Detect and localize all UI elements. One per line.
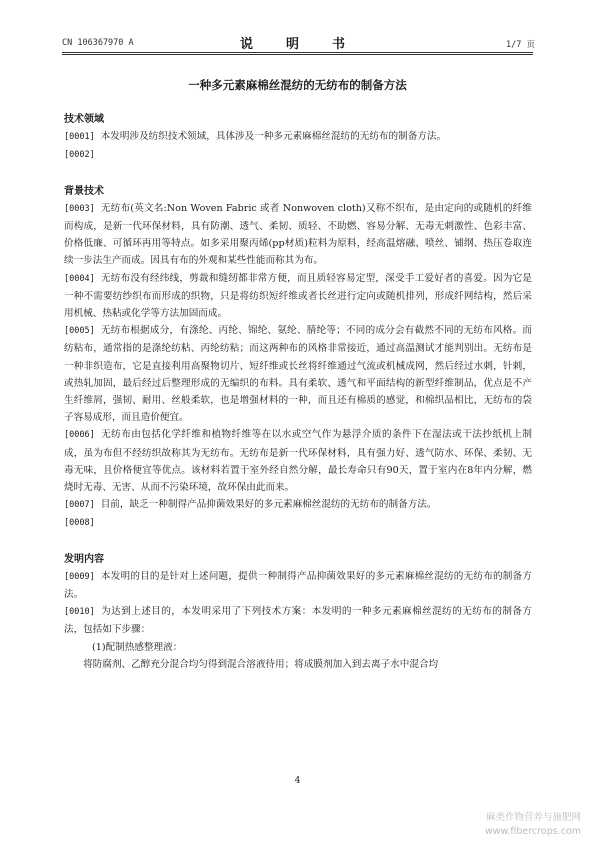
paragraph-0006	[64, 426, 532, 496]
paragraph-0004	[64, 270, 532, 323]
paragraph-0003	[64, 200, 532, 270]
paragraph-text: 本发明的目的是针对上述问题，提供一种制得产品抑菌效果好的多元素麻棉丝混纺的无纺布的制备方法。	[64, 570, 532, 601]
paragraph-number: [0003]	[64, 203, 95, 214]
paragraph-0007	[64, 496, 532, 514]
paragraph-number: [0002]	[64, 150, 95, 161]
document-body	[64, 111, 532, 673]
step-1-text: 将防腐剂、乙醇充分混合均匀得到混合溶液待用；将成膜剂加入到去离子水中混合均	[83, 658, 439, 670]
section-heading-invention: 发明内容	[64, 553, 104, 565]
paragraph-0002	[64, 146, 532, 164]
section-heading-background: 背景技术	[64, 185, 104, 197]
paragraph-0010	[64, 603, 532, 638]
paragraph-0005	[64, 322, 532, 426]
site-watermark	[485, 811, 581, 839]
paragraph-number: [0001]	[64, 132, 95, 143]
paragraph-number: [0007]	[64, 500, 95, 511]
paragraph-number: [0004]	[64, 273, 95, 284]
header-rule	[62, 52, 533, 53]
document-title: 一种多元素麻棉丝混纺的无纺布的制备方法	[188, 78, 407, 92]
step-1-label: (1)配制热感整理液：	[92, 641, 183, 653]
paragraph-text: 无纺布由包括化学纤维和植物纤维等在以水或空气作为悬浮介质的条件下在湿法或干法抄纸机上制成，虽为布但不经纺织故称其为无纺布。无纺布是新一代环保材料，具有强力好、透气防水、环保、柔韧、无毒无味，且价格便宜等优点。该材料若置于室外经自然分解，最长寿命只有90天，置于室内在8年内分解，燃烧时无毒、无害、从而不污染环境，故环保由此而来。	[64, 429, 532, 494]
paragraph-number: [0006]	[64, 430, 95, 441]
paragraph-0008	[64, 514, 532, 532]
watermark-line-1: 麻类作物营养与施肥网	[485, 812, 581, 823]
page-indicator: 1/7 页	[506, 40, 535, 50]
paragraph-text: 无纺布(英文名:Non Woven Fabric 或者 Nonwoven cloth)又称不织布，是由定向的或随机的纤维而构成，是新一代环保材料，具有防潮、透气、柔韧、质轻、不助燃、容易分解、无毒无刺激性、色彩丰富、价格低廉、可循环再用等特点。如多采用聚丙烯(pp材质)粒料为原料，经高温熔融、喷丝、铺纲、热压卷取连续一步法生产而成。因具有布的外观和某些性能而称其为布。	[64, 202, 532, 267]
paragraph-0009	[64, 568, 532, 603]
paragraph-text: 为达到上述目的，本发明采用了下列技术方案：本发明的一种多元素麻棉丝混纺的无纺布的制备方法，包括如下步骤：	[64, 606, 532, 636]
paragraph-text: 无纺布根据成分，有涤纶、丙纶、锦纶、氨纶、腈纶等；不同的成分会有截然不同的无纺布风格。而纺粘布，通常指的是涤纶纺粘、丙纶纺粘；而这两种布的风格非常接近，通过高温测试才能判别出。无纺布是一种非织造布，它是直接利用高聚物切片、短纤维或长丝将纤维通过气流或机械成网，然后经过水刺，针刺，或热轧加固，最后经过后整理形成的无编织的布料。具有柔软、透气和平面结构的新型纤维制品，优点是不产生纤维屑，强韧、耐用、丝般柔软，也是增强材料的一种，而且还有棉质的感觉，和棉织品相比，无纺布的袋子容易成形，而且造价便宜。	[64, 325, 532, 424]
paragraph-text: 无纺布没有经纬线，剪裁和缝纫都非常方便，而且质轻容易定型，深受手工爱好者的喜爱。因为它是一种不需要纺纱织布而形成的织物，只是将纺织短纤维或者长丝进行定向或随机排列，形成纤网结构，然后采用机械、热粘或化学等方法加固而成。	[64, 272, 532, 320]
paragraph-number: [0008]	[64, 518, 95, 529]
paragraph-text: 本发明涉及纺织技术领域，具体涉及一种多元素麻棉丝混纺的无纺布的制备方法。	[100, 131, 447, 143]
paragraph-text: 目前，缺乏一种制得产品抑菌效果好的多元素麻棉丝混纺的无纺布的制备方法。	[100, 499, 437, 511]
section-heading-tech-field: 技术领域	[64, 114, 104, 125]
paragraph-number: [0010]	[64, 607, 95, 618]
document-type-title: 说 明 书	[239, 37, 355, 52]
watermark-line-2: www.fibercrops.com	[484, 826, 581, 837]
paragraph-number: [0005]	[64, 326, 95, 337]
paragraph-0001	[64, 128, 532, 146]
paragraph-number: [0009]	[64, 571, 95, 582]
publication-number: CN 106367970 A	[62, 38, 134, 48]
header-rule	[62, 54, 533, 55]
page-number: 4	[294, 776, 301, 786]
